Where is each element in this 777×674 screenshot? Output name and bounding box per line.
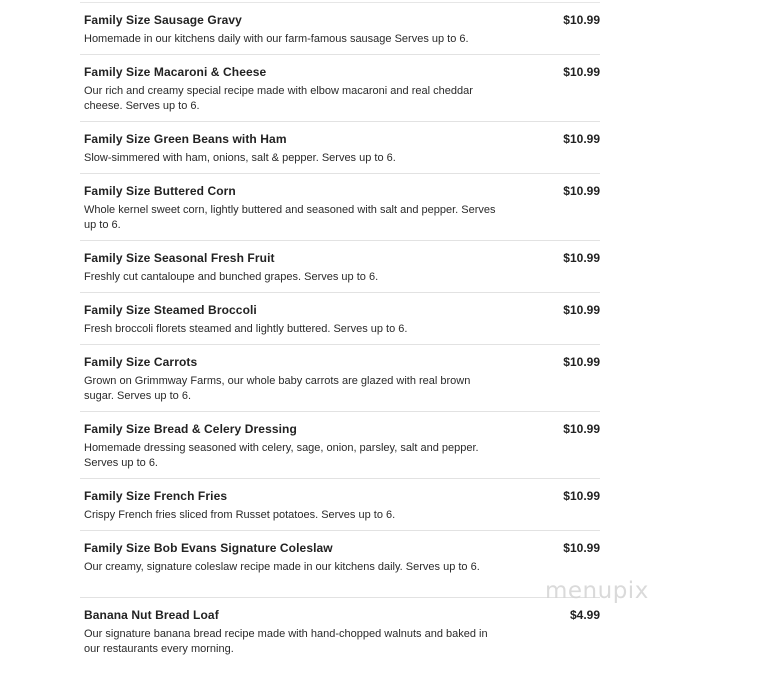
item-description: Our rich and creamy special recipe made with elbow macaroni and real cheddar cheese. Serves up to 6. — [84, 85, 473, 112]
item-description: Whole kernel sweet corn, lightly buttered and seasoned with salt and pepper. Serves up to 6. — [84, 204, 496, 231]
item-description: Slow-simmered with ham, onions, salt & pepper. Serves up to 6. — [84, 152, 396, 164]
item-name: Family Size Bread & Celery Dressing — [84, 422, 297, 436]
item-description: Fresh broccoli florets steamed and lightly buttered. Serves up to 6. — [84, 323, 408, 335]
item-description: Homemade dressing seasoned with celery, sage, onion, parsley, salt and pepper. Serves up to 6. — [84, 442, 479, 469]
item-name: Family Size Steamed Broccoli — [84, 303, 257, 317]
item-description: Freshly cut cantaloupe and bunched grapes. Serves up to 6. — [84, 271, 379, 283]
item-name: Family Size Green Beans with Ham — [84, 132, 287, 146]
item-description: Our signature banana bread recipe made with hand-chopped walnuts and baked in our restaurants every morning. — [84, 628, 488, 655]
item-price: $4.99 — [569, 608, 600, 622]
menu-item — [80, 174, 600, 241]
menu-item — [80, 241, 600, 293]
item-name: Family Size French Fries — [84, 489, 228, 503]
item-price: $10.99 — [563, 422, 600, 436]
item-name: Family Size Buttered Corn — [84, 184, 236, 198]
item-description: Grown on Grimmway Farms, our whole baby carrots are glazed with real brown sugar. Serves up to 6. — [84, 375, 471, 402]
item-price: $10.99 — [563, 184, 600, 198]
menu-item — [80, 55, 600, 122]
item-price: $10.99 — [563, 303, 600, 317]
item-name: Family Size Macaroni & Cheese — [84, 65, 267, 79]
item-description: Homemade in our kitchens daily with our farm-famous sausage Serves up to 6. — [84, 33, 469, 45]
item-name: Family Size Bob Evans Signature Coleslaw — [84, 541, 333, 555]
item-price: $10.99 — [563, 541, 600, 555]
menu-item — [80, 3, 600, 55]
item-price: $10.99 — [563, 251, 600, 265]
menu-item — [80, 598, 600, 665]
item-price: $10.99 — [563, 13, 600, 27]
item-price: $10.99 — [563, 489, 600, 503]
item-price: $10.99 — [563, 65, 600, 79]
menu-item — [80, 531, 600, 598]
item-name: Family Size Sausage Gravy — [84, 13, 242, 27]
menu-item — [80, 412, 600, 479]
menu-item — [80, 345, 600, 412]
item-name: Family Size Seasonal Fresh Fruit — [84, 251, 275, 265]
menu-item — [80, 293, 600, 345]
menu-item — [80, 479, 600, 531]
item-price: $10.99 — [563, 355, 600, 369]
item-description: Our creamy, signature coleslaw recipe made in our kitchens daily. Serves up to 6. — [84, 561, 480, 573]
item-name: Family Size Carrots — [84, 355, 198, 369]
menu-list — [80, 3, 600, 665]
item-description: Crispy French fries sliced from Russet potatoes. Serves up to 6. — [84, 509, 396, 521]
menu-item — [80, 122, 600, 174]
menupix-watermark: menupix — [545, 578, 649, 604]
item-price: $10.99 — [563, 132, 600, 146]
item-name: Banana Nut Bread Loaf — [84, 608, 219, 622]
